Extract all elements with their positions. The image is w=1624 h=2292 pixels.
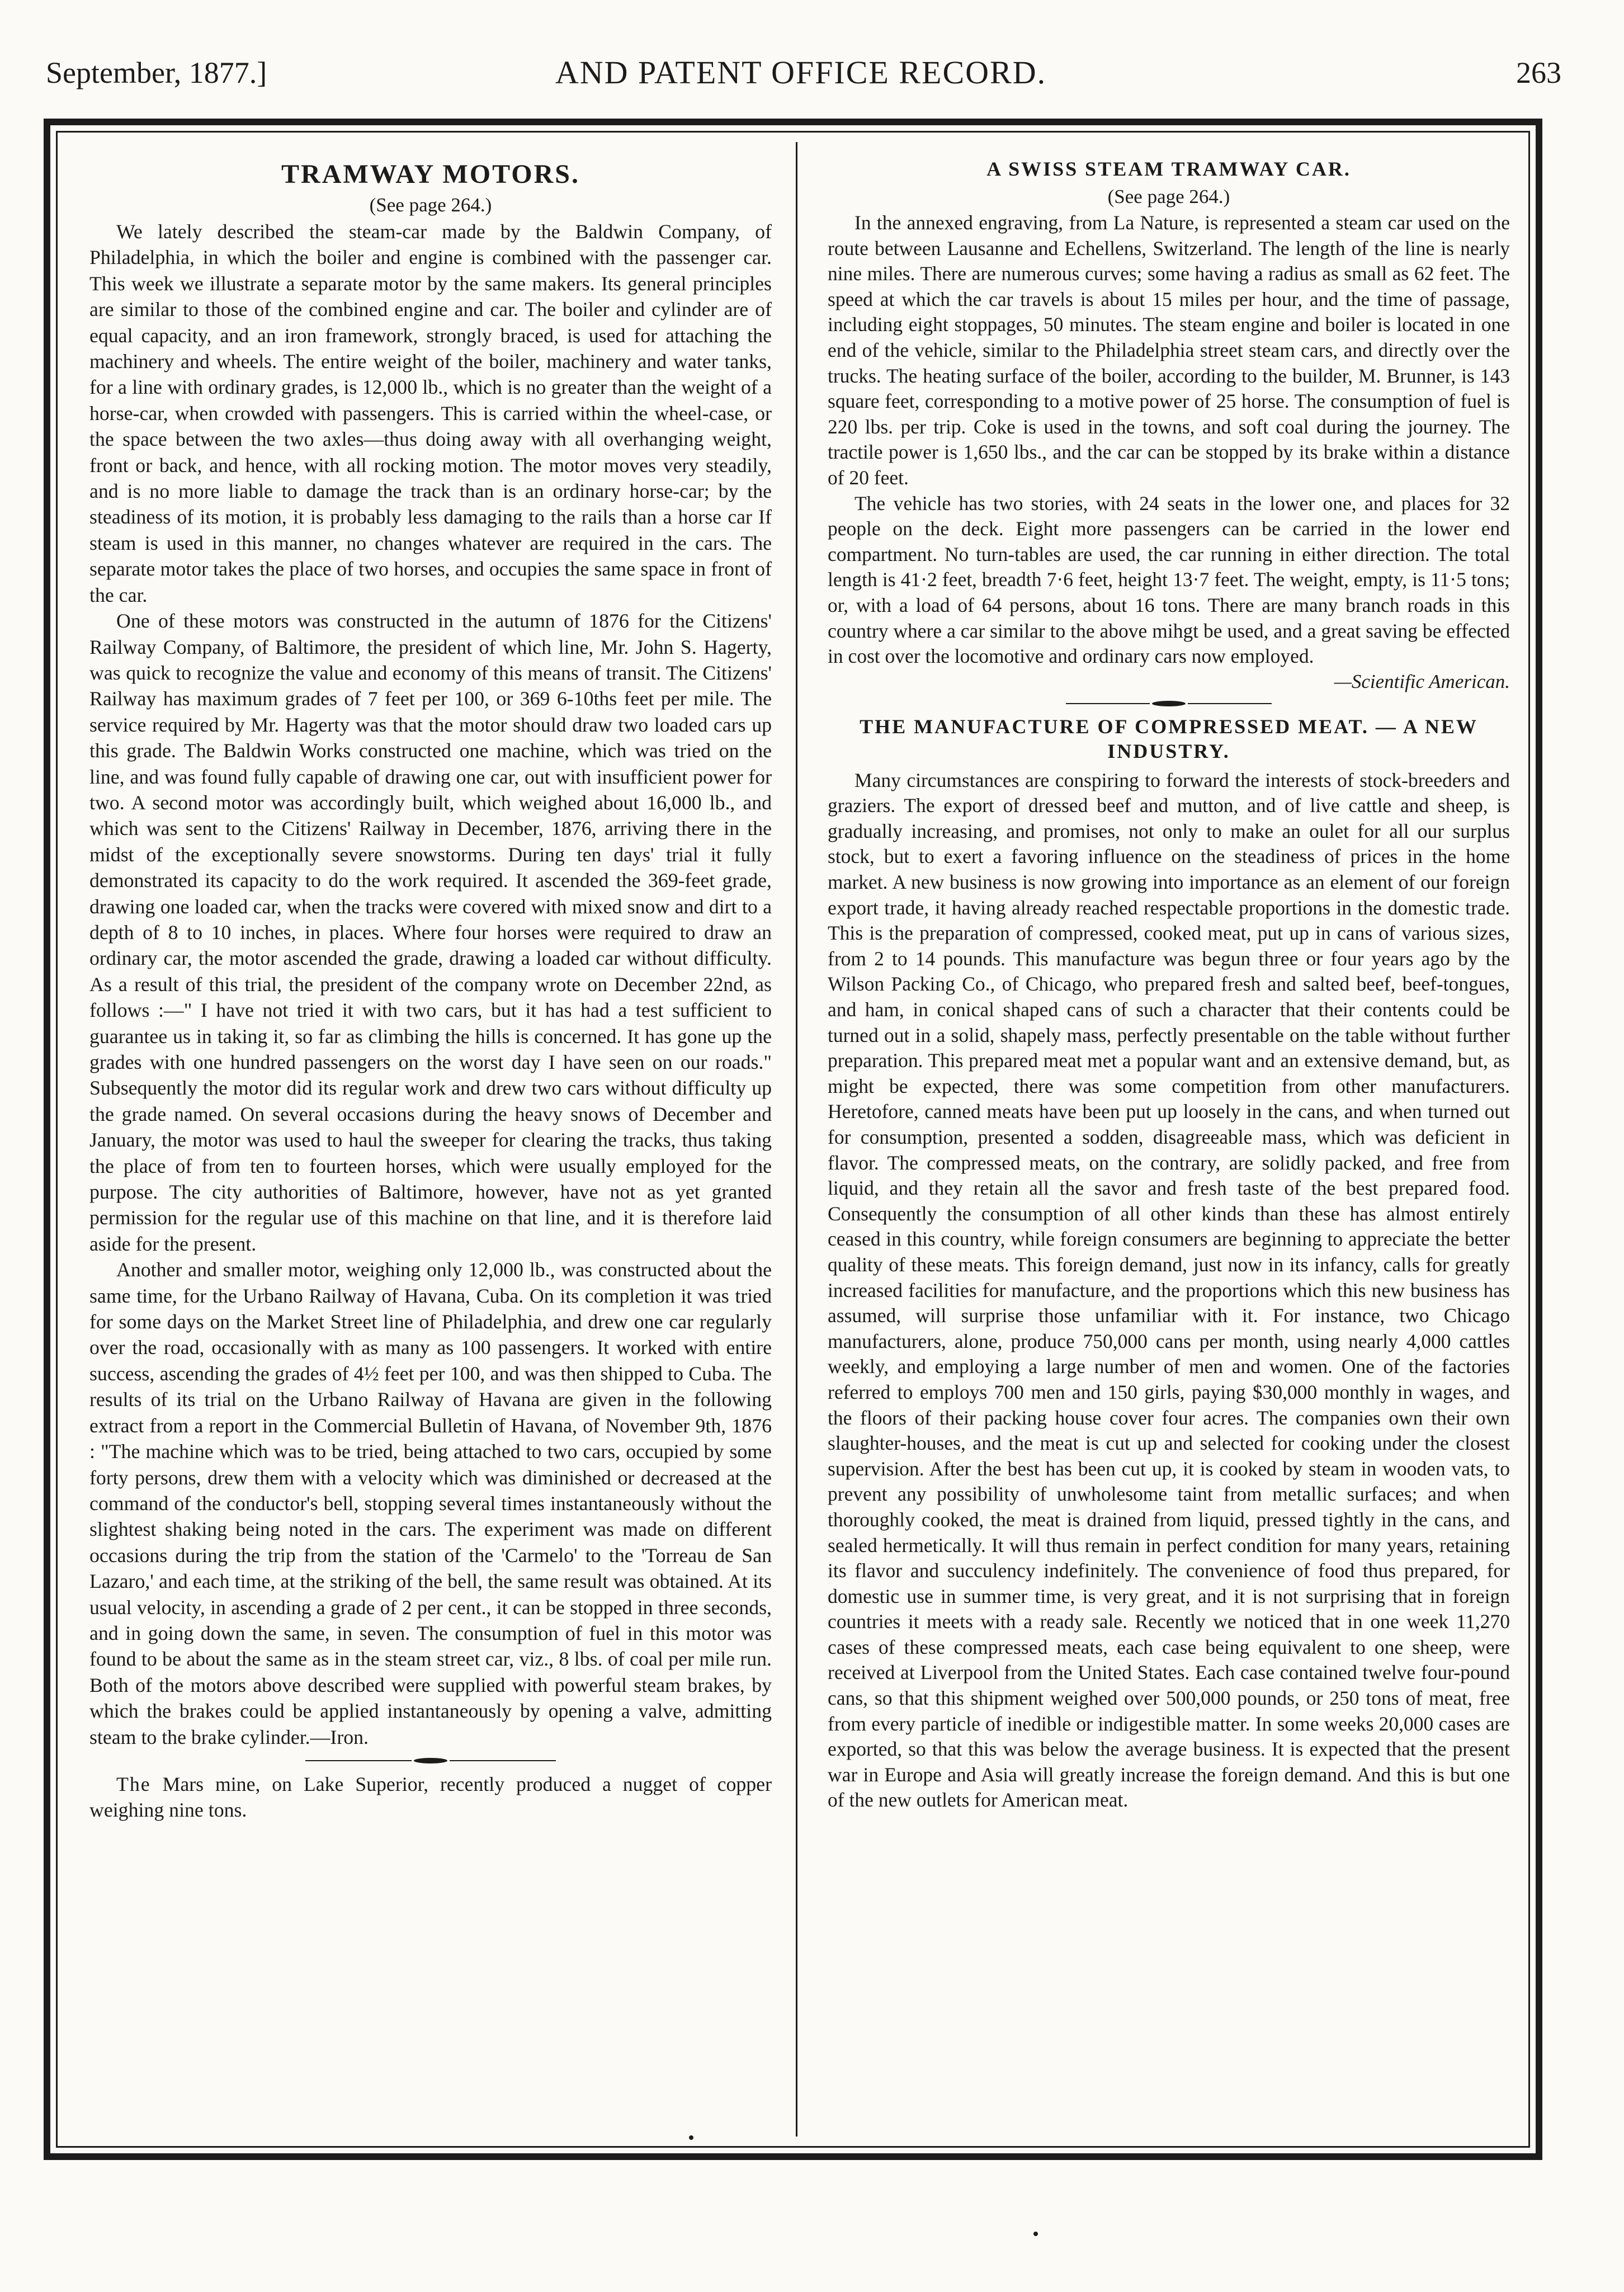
column-divider xyxy=(796,142,797,2137)
mars-mine-note xyxy=(89,1771,772,1823)
section-ornament xyxy=(828,701,1510,706)
tramway-motors-body xyxy=(89,219,772,1750)
right-column xyxy=(828,153,1510,1813)
paragraph: The vehicle has two stories, with 24 seats in the lower one, and places for 32 people on the deck. Eight more passengers can be carried in the lower end compartment. No turn-tables are used, the car running in either direction. The total length is 41·2 feet, breadth 7·6 feet, height 13·7 feet. The weight, empty, is 11·5 tons; or, with a load of 64 persons, about 16 tons. There are many branch roads in this country where a car similar to the above mihgt be used, and a great saving be effected in cost over the locomotive and ordinary cars now employed. xyxy=(828,492,1510,668)
paragraph: One of these motors was constructed in the autumn of 1876 for the Citizens' Railway Company, of Baltimore, the president of which line, Mr. John S. Hagerty, was quick to recognize the value and economy of this means of transit. The Citizens' Railway has maximum grades of 7 feet per 100, or 369 6-10ths feet per mile. The service required by Mr. Hagerty was that the motor should draw two loaded cars up this grade. The Baldwin Works constructed one machine, which was tried on the line, and was found fully capable of drawing one car, out with insufficient power for two. A second motor was accordingly built, which weighed about 16,000 lb., and which was sent to the Citizens' Railway in December, 1876, arriving there in the midst of the exceptionally severe snowstorms. During ten days' trial it fully demonstrated its capacity to do the work required. It ascended the 369-feet grade, drawing one loaded car, when the tracks were covered with mixed snow and dirt to a depth of 8 to 10 inches, in places. Where four horses were required to draw an ordinary car, the motor ascended the grade, drawing a loaded car without difficulty. As a result of this trial, the president of the company wrote on December 22nd, as follows :—" I have not tried it with two cars, but it has had a test sufficient to guarantee us in taking it, so far as climbing the hills is concerned. It has gone up the grades with one hundred passengers on the worst day I have seen on our roads." Subsequently the motor did its regular work and drew two cars without difficulty up the grade named. On several occasions during the heavy snows of December and January, the motor was used to haul the sweeper for clearing the tracks, thus taking the place of from ten to fourteen horses, which were usually employed for the purpose. The city authorities of Baltimore, however, have not as yet granted permission for the regular use of this machine on that line, and it is therefore laid aside for the present. xyxy=(89,610,772,1255)
swiss-tramway-credit: —Scientific American. xyxy=(1334,670,1510,692)
note-lead: The xyxy=(116,1772,151,1795)
page-frame xyxy=(44,119,1542,2160)
note-text: Mars mine, on Lake Superior, recently produced a nugget of copper weighing nine tons. xyxy=(89,1772,772,1822)
header-date: September, 1877.] xyxy=(46,56,267,89)
ink-speck xyxy=(689,2135,693,2140)
swiss-tramway-body xyxy=(828,210,1510,669)
tramway-motors-see-page: (See page 264.) xyxy=(369,194,492,216)
paragraph: Another and smaller motor, weighing only 12,000 lb., was constructed about the same time, for the Urbano Railway of Havana, Cuba. On its completion it was tried for some days on the Market Street line of Philadelphia, and drew one car regularly over the road, occasionally with as many as 100 passengers. It worked with entire success, ascending the grades of 4½ feet per 100, and was then shipped to Cuba. The results of its trial on the Urbano Railway of Havana are given in the following extract from a report in the Commercial Bulletin of Havana, of November 9th, 1876 : "The machine which was to be tried, being attached to two cars, occupied by some forty persons, drew them with a velocity which was diminished or decreased at the command of the conductor's bell, stopping several times instantaneously without the slightest shaking being noted in the cars. The experiment was made on different occasions during the trip from the station of the 'Carmelo' to the 'Torreau de San Lazaro,' and each time, at the striking of the bell, the same result was obtained. At its usual velocity, in ascending a grade of 2 per cent., it can be stopped in three seconds, and in going down the same, in seven. The consumption of fuel in this motor was found to be about the same as in the steam street car, viz., 8 lbs. of coal per mile run. Both of the motors above described were supplied with powerful steam brakes, by which the brakes could be applied instantaneously by opening a valve, admitting steam to the brake cylinder.—Iron. xyxy=(89,1258,772,1748)
page-number: 263 xyxy=(1516,56,1561,89)
paragraph: In the annexed engraving, from La Nature, is represented a steam car used on the route between Lausanne and Echellens, Switzerland. The length of the line is nearly nine miles. There are numerous curves; some having a radius as small as 62 feet. The speed at which the car travels is about 15 miles per hour, and the time of passage, including eight stoppages, 50 minutes. The steam engine and boiler is located in one end of the vehicle, similar to the Philadelphia street steam cars, and directly over the trucks. The heating surface of the boiler, according to the builder, M. Brunner, is 143 square feet, corresponding to a motive power of 25 horse. The consumption of fuel is 220 lbs. per trip. Coke is used in the towns, and soft coal during the journey. The tractile power is 1,650 lbs., and the car can be stopped by its brake within a distance of 20 feet. xyxy=(828,211,1510,489)
paragraph: Many circumstances are conspiring to forward the interests of stock-breeders and graziers. The export of dressed beef and mutton, and of live cattle and sheep, is gradually increasing, and promises, not only to make an oulet for all our surplus stock, but to exert a favoring influence on the steadiness of prices in the home market. A new business is now growing into importance as an element of our foreign export trade, it having already reached respectable proportions in the domestic trade. This is the preparation of compressed, cooked meat, put up in cans of various sizes, from 2 to 14 pounds. This manufacture was begun three or four years ago by the Wilson Packing Co., of Chicago, who prepared fresh and salted beef, beef-tongues, and ham, in conical shaped cans of such a character that their contents could be turned out in a solid, shapely mass, perfectly presentable on the table without further preparation. This prepared meat met a popular want and an extensive demand, but, as might be expected, there was some competition from other manufacturers. Heretofore, canned meats have been put up loosely in the cans, and when turned out for consumption, presented a sodden, disagreeable mass, which was deficient in flavor. The compressed meats, on the contrary, are solidly packed, and free from liquid, and they retain all the savor and fresh taste of the best prepared food. Consequently the consumption of all other kinds than these has almost entirely ceased in this country, while foreign consumers are beginning to appreciate the better quality of these meats. This foreign demand, just now in its infancy, calls for greatly increased facilities for manufacture, and the proportions which this new business has assumed, will surprise those unfamiliar with it. For instance, two Chicago manufacturers, alone, produce 750,000 cans per month, using nearly 4,000 cattles weekly, and employing a large number of men and women. One of the factories referred to employs 700 men and 150 girls, paying $30,000 monthly in wages, and the floors of their packing house cover four acres. The companies own their own slaughter-houses, and the meat is cut up and selected for cooking under the closest supervision. After the best has been cut up, it is cooked by steam in wooden vats, to prevent any possibility of unwholesome taint from metallic surfaces; and when thoroughly cooked, the meat is drained from liquid, pressed tightly in the cans, and sealed hermetically. It will thus remain in perfect condition for many years, retaining its flavor and succulency indefinitely. The convenience of food thus prepared, for domestic use in summer time, is very great, and it is not surprising that in foreign countries it meets with a ready sale. Recently we noticed that in one week 11,270 cases of these compressed meats, each case being equivalent to one sheep, were received at Liverpool from the United States. Each case contained twelve four-pound cans, so that this shipment weighed over 500,000 pounds, or 250 tons of meat, free from every particle of inedible or indigestible matter. In some weeks 20,000 cases are exported, so that this was below the average business. It is expected that the present war in Europe and Asia will greatly increase the foreign demand. And this is but one of the new outlets for American meat. xyxy=(828,768,1510,1812)
swiss-tramway-see-page: (See page 264.) xyxy=(1107,186,1230,207)
paragraph: We lately described the steam-car made by the Baldwin Company, of Philadelphia, in which the boiler and engine is combined with the passenger car. This week we illustrate a separate motor by the same makers. Its general principles are similar to those of the combined engine and car. The boiler and cylinder are of equal capacity, and an iron framework, strongly braced, is used for attaching the machinery and wheels. The entire weight of the boiler, machinery and water tanks, for a line with ordinary grades, is 12,000 lb., which is no greater than the weight of a horse-car, when crowded with passengers. This is carried within the wheel-case, or the space between the two axles—thus doing away with all overhanging weight, front or back, and hence, with all rocking motion. The motor moves very steadily, and is no more liable to damage the track than is an ordinary horse-car; by the steadiness of its motion, it is probably less damaging to the rails than a horse car If steam is used in this manner, no changes whatever are required in the cars. The separate motor takes the place of two horses, and occupies the same space in front of the car. xyxy=(89,220,772,606)
swiss-tramway-title: A SWISS STEAM TRAMWAY CAR. xyxy=(986,158,1351,180)
section-ornament xyxy=(89,1758,772,1763)
compressed-meat-body xyxy=(828,768,1510,1813)
header-title: AND PATENT OFFICE RECORD. xyxy=(555,54,1047,91)
left-column xyxy=(89,153,772,1823)
ink-speck xyxy=(1033,2232,1038,2236)
running-header xyxy=(40,39,1561,106)
compressed-meat-title: THE MANUFACTURE OF COMPRESSED MEAT. — A NEW INDUSTRY. xyxy=(860,715,1478,762)
tramway-motors-title: TRAMWAY MOTORS. xyxy=(281,159,580,189)
